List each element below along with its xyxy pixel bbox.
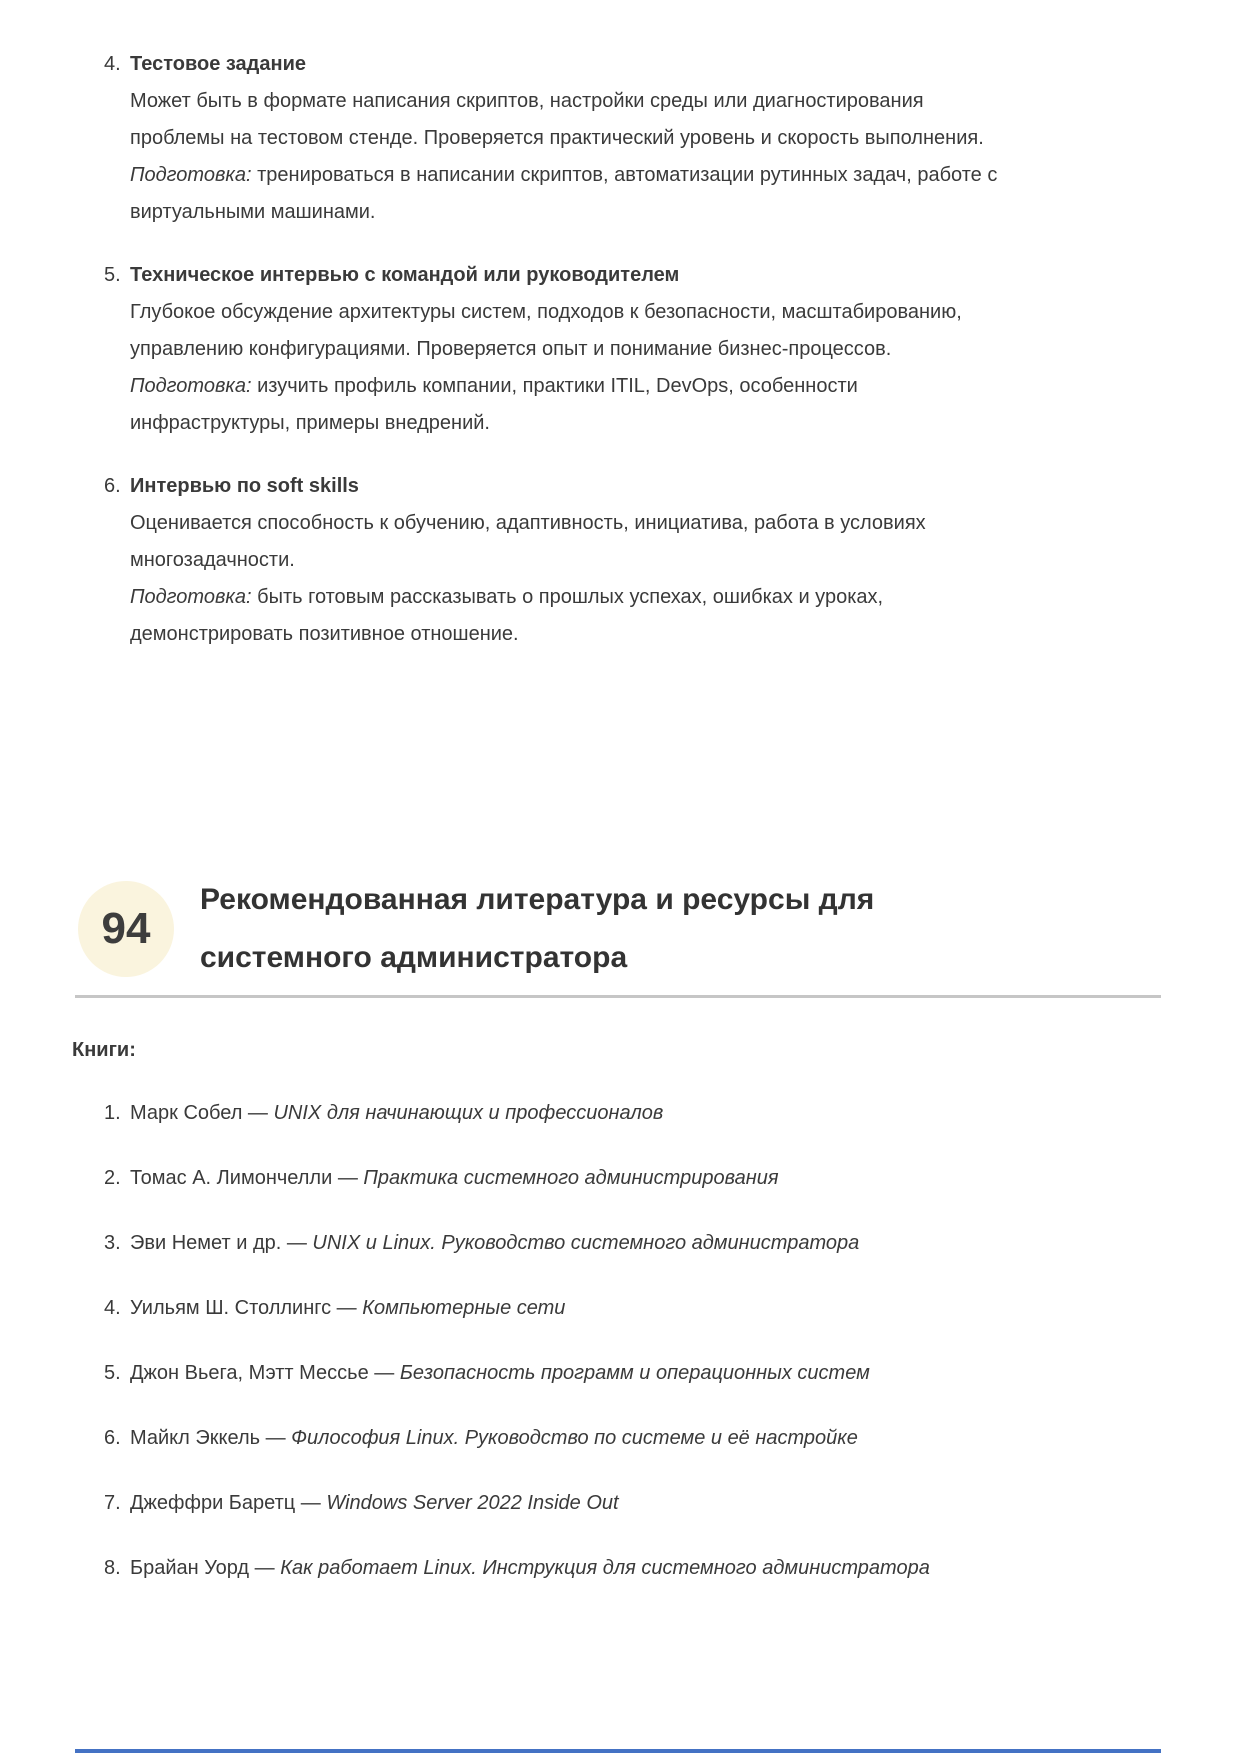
book-entry	[130, 1485, 619, 1522]
book-entry	[130, 1095, 663, 1132]
step-number: 5.	[104, 264, 121, 286]
book-entry	[130, 1420, 858, 1457]
book-number: 3.	[104, 1232, 121, 1254]
preparation-label: Подготовка:	[130, 375, 252, 397]
book-title: Философия Linux. Руководство по системе и её настройке	[291, 1427, 858, 1449]
step-number: 6.	[104, 475, 121, 497]
step-description: Может быть в формате написания скриптов, настройки среды или диагностирования проблемы на тестовом стенде. Проверяется практический уровень и скорость выполнения.	[130, 90, 984, 149]
book-entry	[130, 1550, 930, 1587]
book-title: Как работает Linux. Инструкция для системного администратора	[280, 1557, 930, 1579]
book-entry	[130, 1160, 779, 1197]
book-author: Майкл Эккель —	[130, 1427, 292, 1449]
book-number: 4.	[104, 1297, 121, 1319]
step-preparation	[130, 157, 1010, 231]
section-number-badge: 94	[78, 881, 174, 977]
preparation-text: изучить профиль компании, практики ITIL, DevOps, особенности инфраструктуры, примеры внедрений.	[130, 375, 858, 434]
step-title: Интервью по soft skills	[130, 475, 359, 497]
step-description: Оценивается способность к обучению, адаптивность, инициатива, работа в условиях многозадачности.	[130, 512, 926, 571]
step-number: 4.	[104, 53, 121, 75]
book-number: 6.	[104, 1427, 121, 1449]
step-title: Техническое интервью с командой или руководителем	[130, 264, 680, 286]
book-title: UNIX для начинающих и профессионалов	[273, 1102, 664, 1124]
preparation-text: быть готовым рассказывать о прошлых успехах, ошибках и уроках, демонстрировать позитивное отношение.	[130, 586, 884, 645]
step-title: Тестовое задание	[130, 53, 306, 75]
section-title: Рекомендованная литература и ресурсы для системного администратора	[200, 883, 875, 974]
section-header	[78, 871, 1161, 987]
step-item	[104, 46, 1010, 231]
book-item	[104, 1225, 1134, 1262]
book-entry	[130, 1225, 859, 1262]
books-heading: Книги:	[72, 1039, 136, 1061]
book-title: Практика системного администрирования	[363, 1167, 779, 1189]
book-author: Джон Вьега, Мэтт Мессье —	[130, 1362, 400, 1384]
books-list	[104, 1095, 1134, 1587]
preparation-text: тренироваться в написании скриптов, автоматизации рутинных задач, работе с виртуальными машинами.	[130, 164, 998, 223]
book-author: Томас А. Лимончелли —	[130, 1167, 364, 1189]
book-entry	[130, 1355, 870, 1392]
book-number: 7.	[104, 1492, 121, 1514]
book-item	[104, 1290, 1134, 1327]
book-title: Windows Server 2022 Inside Out	[326, 1492, 619, 1514]
book-item	[104, 1485, 1134, 1522]
book-item	[104, 1550, 1134, 1587]
step-item	[104, 468, 1010, 653]
preparation-label: Подготовка:	[130, 586, 252, 608]
book-item	[104, 1095, 1134, 1132]
book-title: UNIX и Linux. Руководство системного администратора	[312, 1232, 860, 1254]
book-author: Уильям Ш. Столлингс —	[130, 1297, 363, 1319]
book-number: 1.	[104, 1102, 121, 1124]
book-item	[104, 1420, 1134, 1457]
step-body	[130, 257, 1010, 442]
step-preparation	[130, 368, 1010, 442]
step-body	[130, 468, 1010, 653]
step-body	[130, 46, 1010, 231]
step-item	[104, 257, 1010, 442]
book-number: 5.	[104, 1362, 121, 1384]
step-preparation	[130, 579, 1010, 653]
step-description: Глубокое обсуждение архитектуры систем, подходов к безопасности, масштабированию, управлению конфигурациями. Проверяется опыт и понимание бизнес-процессов.	[130, 301, 962, 360]
preparation-label: Подготовка:	[130, 164, 252, 186]
book-author: Марк Собел —	[130, 1102, 274, 1124]
book-item	[104, 1160, 1134, 1197]
next-section-divider-partial	[75, 1749, 1161, 1753]
book-title: Компьютерные сети	[362, 1297, 566, 1319]
interview-steps-list	[104, 46, 1010, 653]
book-author: Джеффри Баретц —	[130, 1492, 327, 1514]
book-entry	[130, 1290, 565, 1327]
book-number: 8.	[104, 1557, 121, 1579]
section-divider	[75, 995, 1161, 998]
book-author: Брайан Уорд —	[130, 1557, 281, 1579]
book-item	[104, 1355, 1134, 1392]
book-title: Безопасность программ и операционных систем	[399, 1362, 870, 1384]
book-author: Эви Немет и др. —	[130, 1232, 313, 1254]
book-number: 2.	[104, 1167, 121, 1189]
